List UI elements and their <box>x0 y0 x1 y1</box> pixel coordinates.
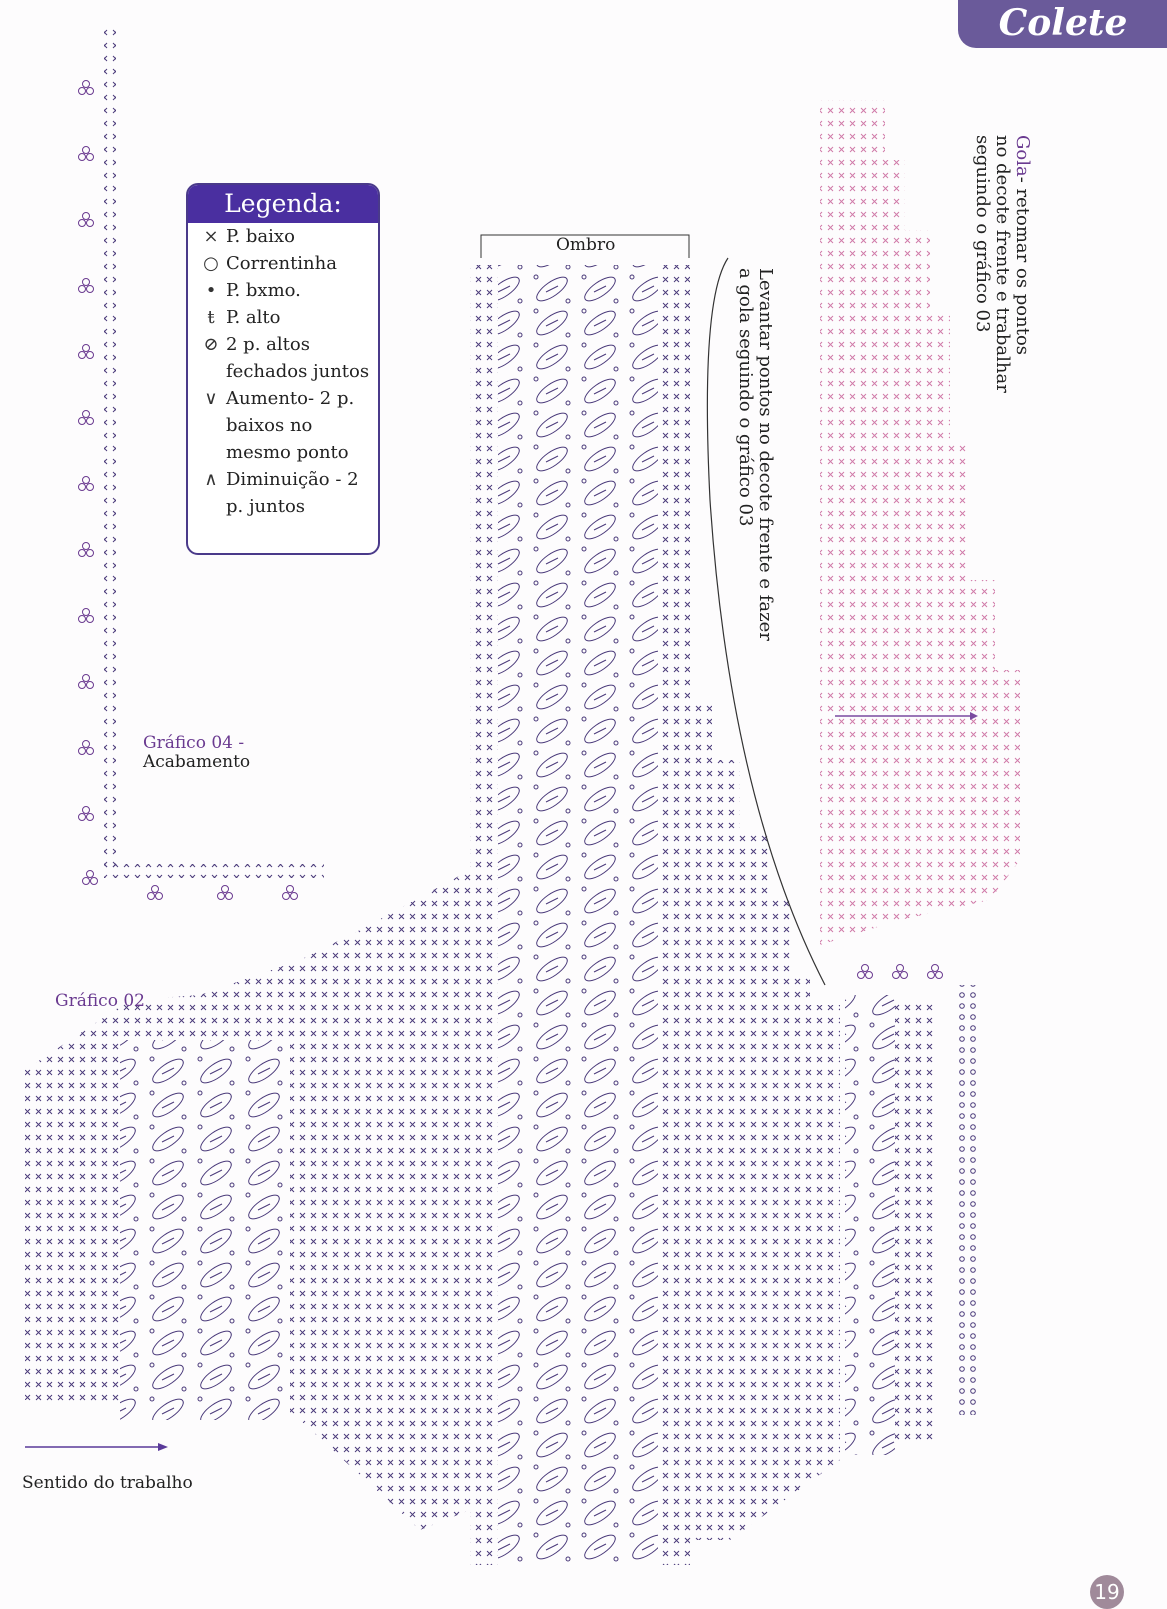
picot-cluster <box>79 616 86 623</box>
picot-cluster <box>858 972 865 979</box>
picot-cluster <box>79 550 86 557</box>
legend-title: Legenda: <box>188 185 378 223</box>
picot-cluster <box>83 411 90 418</box>
picot-cluster <box>893 972 900 979</box>
legend-item: ŧ P. alto <box>188 304 378 331</box>
picot-cluster <box>83 147 90 154</box>
picot-cluster <box>148 893 155 900</box>
center-left-border <box>470 265 498 1565</box>
picot-cluster <box>87 88 94 95</box>
page-title-tab: Colete <box>958 0 1167 48</box>
picot-cluster <box>87 154 94 161</box>
picot-cluster <box>83 345 90 352</box>
acabamento-x-row <box>104 864 324 878</box>
legend-item: ∧ Diminuição - 2 p. juntos <box>188 466 378 520</box>
page-number: 19 <box>1090 1575 1124 1609</box>
picot-cluster <box>222 886 229 893</box>
levantar-note: Levantar pontos no decote frente e fazer a gola seguindo o gráfico 03 <box>735 268 776 641</box>
picot-cluster <box>83 477 90 484</box>
picot-cluster <box>79 88 86 95</box>
legend-item: ○ Correntinha <box>188 250 378 277</box>
picot-cluster <box>87 418 94 425</box>
tall-stitch-symbol-icon: ŧ <box>207 307 215 328</box>
oval-symbol-icon: ⊘ <box>203 334 219 355</box>
legend-item: ⊘ 2 p. altos fechados juntos <box>188 331 378 385</box>
ombro-label: Ombro <box>556 235 616 255</box>
picot-cluster <box>291 893 298 900</box>
picot-cluster <box>83 807 90 814</box>
picot-cluster <box>932 965 939 972</box>
picot-cluster <box>87 484 94 491</box>
acabamento-x-column <box>104 28 116 870</box>
picot-cluster <box>83 675 90 682</box>
picot-cluster <box>87 550 94 557</box>
picot-cluster <box>156 893 163 900</box>
picot-cluster <box>87 814 94 821</box>
picot-cluster <box>91 878 98 885</box>
picot-cluster <box>79 286 86 293</box>
x-symbol-icon: × <box>203 226 219 247</box>
grafico04-title: Gráfico 04 - <box>143 733 245 753</box>
right-panel-ovals <box>845 995 895 1455</box>
picot-cluster <box>283 893 290 900</box>
legend-item: • P. bxmo. <box>188 277 378 304</box>
picot-cluster <box>936 972 943 979</box>
picot-cluster <box>87 286 94 293</box>
center-oval-pattern <box>498 265 658 1565</box>
legend-item: × P. baixo <box>188 223 378 250</box>
decrease-symbol-icon: ∧ <box>204 469 218 490</box>
picot-cluster <box>79 352 86 359</box>
picot-cluster <box>83 543 90 550</box>
legend-item: ∨ Aumento- 2 p. baixos no mesmo ponto <box>188 385 378 466</box>
picot-cluster <box>79 682 86 689</box>
increase-symbol-icon: ∨ <box>204 388 218 409</box>
picot-cluster <box>226 893 233 900</box>
picot-cluster <box>79 154 86 161</box>
right-panel-x <box>895 1000 935 1440</box>
picot-cluster <box>897 965 904 972</box>
picot-cluster <box>79 484 86 491</box>
picot-cluster <box>866 972 873 979</box>
picot-cluster <box>862 965 869 972</box>
right-panel-picots <box>955 985 980 1415</box>
legend-box <box>186 183 380 555</box>
picot-cluster <box>87 871 94 878</box>
picot-cluster <box>218 893 225 900</box>
grafico02-ovals <box>120 1040 290 1420</box>
picot-cluster <box>87 616 94 623</box>
right-x-grid <box>690 700 840 1540</box>
picot-cluster <box>152 886 159 893</box>
picot-cluster <box>287 886 294 893</box>
picot-cluster <box>79 220 86 227</box>
grafico04-subtitle: Acabamento <box>143 752 251 772</box>
picot-cluster <box>79 418 86 425</box>
picot-cluster <box>83 609 90 616</box>
direction-arrow-icon <box>158 1443 168 1451</box>
center-right-border <box>658 265 690 1565</box>
picot-cluster <box>87 220 94 227</box>
direction-label: Sentido do trabalho <box>22 1473 193 1493</box>
picot-cluster <box>83 878 90 885</box>
dot-symbol-icon: • <box>205 280 217 301</box>
picot-cluster <box>87 682 94 689</box>
picot-cluster <box>928 972 935 979</box>
picot-cluster <box>87 748 94 755</box>
picot-cluster <box>901 972 908 979</box>
grafico02-label: Gráfico 02 <box>55 991 145 1011</box>
circle-symbol-icon: ○ <box>203 253 219 274</box>
picot-cluster <box>83 279 90 286</box>
picot-cluster <box>79 814 86 821</box>
picot-cluster <box>79 748 86 755</box>
gola-note: Gola- retomar os pontos no decote frente e trabalhar seguindo o gráfico 03 <box>972 135 1033 393</box>
picot-cluster <box>83 81 90 88</box>
picot-cluster <box>87 352 94 359</box>
picot-cluster <box>83 741 90 748</box>
picot-cluster <box>83 213 90 220</box>
